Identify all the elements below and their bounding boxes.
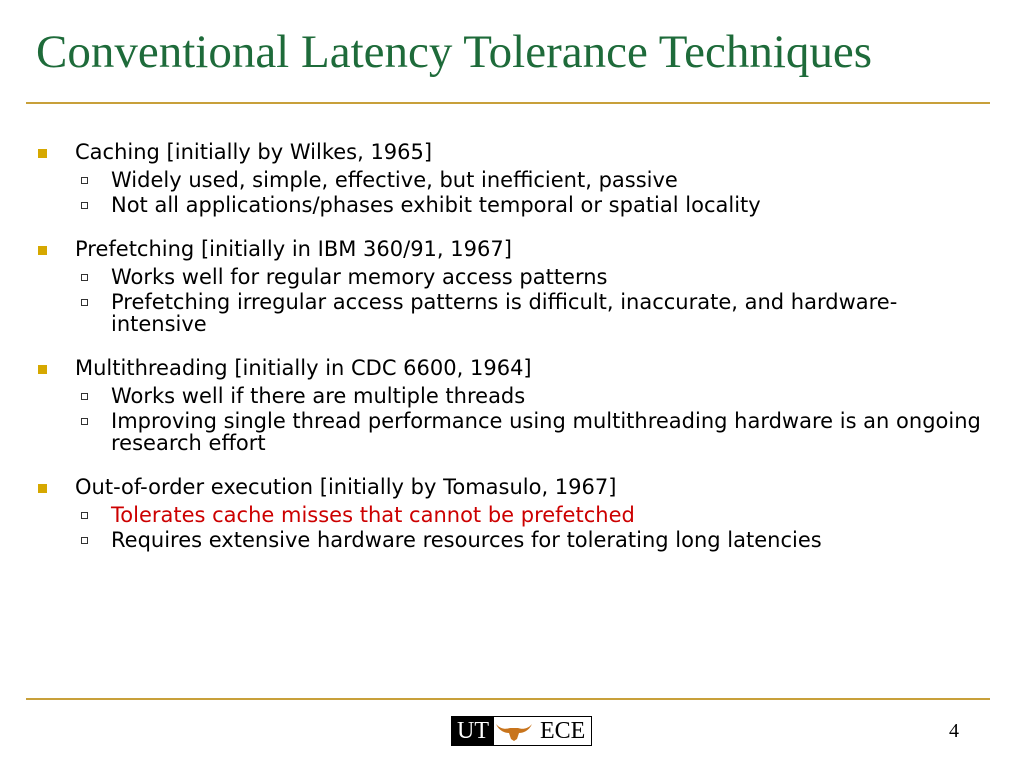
hollow-square-bullet-icon bbox=[81, 512, 88, 519]
hollow-square-bullet-icon bbox=[81, 274, 88, 281]
hollow-square-bullet-icon bbox=[81, 202, 88, 209]
ut-ece-logo bbox=[451, 716, 592, 746]
square-bullet-icon bbox=[38, 484, 47, 493]
bullet-text: Multithreading [initially in CDC 6600, 1964] bbox=[75, 356, 532, 380]
bullet-ooo-execution bbox=[34, 473, 984, 551]
title-divider bbox=[26, 102, 990, 104]
sub-bullet-item-highlighted bbox=[34, 504, 984, 526]
hollow-square-bullet-icon bbox=[81, 177, 88, 184]
bullet-list bbox=[34, 138, 984, 551]
hollow-square-bullet-icon bbox=[81, 537, 88, 544]
logo-ece-text: ECE bbox=[534, 717, 591, 745]
bullet-text: Prefetching [initially in IBM 360/91, 1967] bbox=[75, 237, 512, 261]
bullet-item bbox=[34, 235, 984, 263]
square-bullet-icon bbox=[38, 149, 47, 158]
bullet-item bbox=[34, 138, 984, 166]
sub-bullet-text: Tolerates cache misses that cannot be prefetched bbox=[111, 503, 635, 527]
bullet-prefetching bbox=[34, 235, 984, 335]
square-bullet-icon bbox=[38, 365, 47, 374]
hollow-square-bullet-icon bbox=[81, 393, 88, 400]
square-bullet-icon bbox=[38, 246, 47, 255]
sub-bullet-text: Works well for regular memory access patterns bbox=[111, 265, 608, 289]
slide-title: Conventional Latency Tolerance Techniques bbox=[36, 26, 873, 78]
sub-bullet-text: Requires extensive hardware resources for tolerating long latencies bbox=[111, 528, 822, 552]
longhorn-icon bbox=[494, 717, 534, 745]
sub-bullet-text: Improving single thread performance using multithreading hardware is an ongoing research effort bbox=[111, 409, 981, 455]
bullet-text: Caching [initially by Wilkes, 1965] bbox=[75, 140, 433, 164]
hollow-square-bullet-icon bbox=[81, 299, 88, 306]
footer-divider bbox=[26, 698, 990, 700]
sub-bullet-item bbox=[34, 529, 984, 551]
page-number: 4 bbox=[949, 720, 959, 742]
sub-bullet-text: Not all applications/phases exhibit temporal or spatial locality bbox=[111, 193, 761, 217]
sub-bullet-text: Prefetching irregular access patterns is difficult, inaccurate, and hardware-intensive bbox=[111, 290, 898, 336]
sub-bullet-item bbox=[34, 169, 984, 191]
bullet-caching bbox=[34, 138, 984, 216]
bullet-multithreading bbox=[34, 354, 984, 454]
bullet-text: Out-of-order execution [initially by Tomasulo, 1967] bbox=[75, 475, 617, 499]
sub-bullet-item bbox=[34, 291, 984, 335]
bullet-item bbox=[34, 473, 984, 501]
sub-bullet-text: Works well if there are multiple threads bbox=[111, 384, 526, 408]
logo-ut-text: UT bbox=[452, 717, 494, 745]
sub-bullet-item bbox=[34, 385, 984, 407]
sub-bullet-item bbox=[34, 194, 984, 216]
sub-bullet-item bbox=[34, 410, 984, 454]
hollow-square-bullet-icon bbox=[81, 418, 88, 425]
bullet-item bbox=[34, 354, 984, 382]
sub-bullet-item bbox=[34, 266, 984, 288]
sub-bullet-text: Widely used, simple, effective, but inefficient, passive bbox=[111, 168, 678, 192]
